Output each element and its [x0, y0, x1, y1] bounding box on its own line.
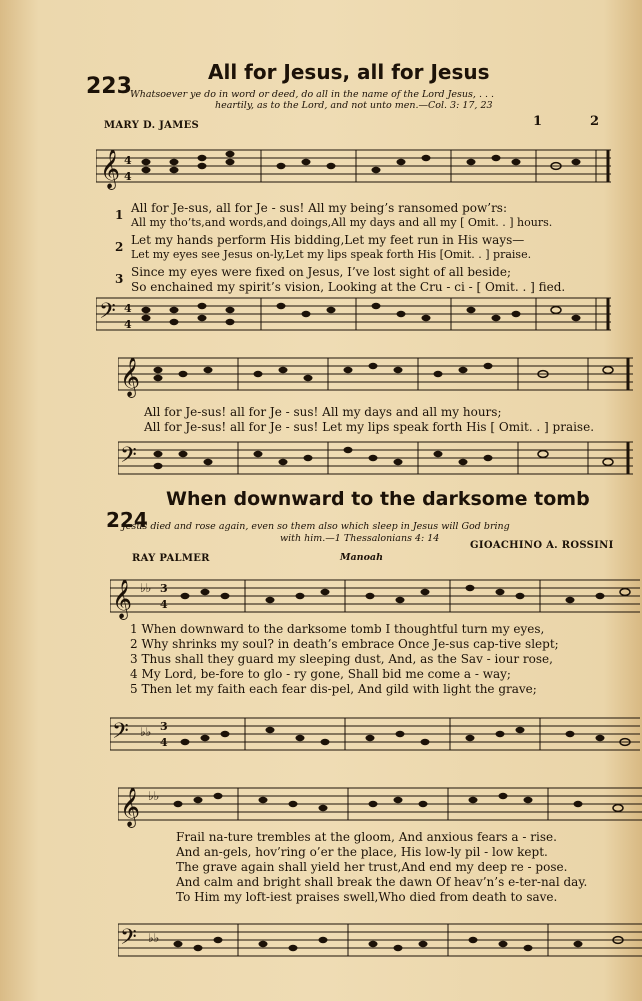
svg-text:3: 3	[160, 582, 168, 595]
verse-line: Let my hands perform His bidding,Let my feet run in His ways—	[131, 233, 525, 247]
svg-text:4: 4	[160, 736, 168, 749]
scripture-line-1: Whatsoever ye do in word or deed, do all in the name of the Lord Jesus, . . .	[130, 89, 495, 100]
svg-text:𝄞: 𝄞	[112, 579, 133, 619]
verse-line: All for Je-sus, all for Je - sus! All my being’s ransomed pow’rs:	[131, 201, 508, 215]
verse-line: 5 Then let my faith each fear dis-pel, And gild with light the grave;	[130, 682, 537, 696]
refrain-line: Frail na-ture trembles at the gloom, And anxious fears a - rise.	[176, 830, 557, 844]
verse-line: All my tho’ts,and words,and doings,All my days and all my [ Omit. . ] hours.	[131, 216, 553, 229]
scripture-line-1: Jesus died and rose again, even so them also which sleep in Jesus will God bring	[122, 521, 510, 532]
bass-staff-2	[118, 432, 638, 484]
svg-text:♭♭: ♭♭	[148, 789, 160, 803]
svg-text:♭♭: ♭♭	[140, 725, 152, 739]
verse-line: Since my eyes were fixed on Jesus, I’ve lost sight of all beside;	[131, 265, 511, 279]
hymn-number-223: 223	[86, 74, 132, 99]
hymn-title-223: All for Jesus, all for Jesus	[208, 60, 490, 84]
verse-line: 3 Thus shall they guard my sleeping dust, And, as the Sav - iour rose,	[130, 652, 553, 666]
verse-line: Let my eyes see Jesus on-ly,Let my lips speak forth His [Omit. . ] praise.	[131, 248, 532, 261]
svg-text:𝄞: 𝄞	[120, 787, 141, 827]
treble-staff-1	[96, 142, 616, 194]
svg-text:4: 4	[124, 170, 132, 183]
svg-text:4: 4	[124, 302, 132, 315]
first-ending-label: 1	[533, 114, 543, 129]
verse-number-1: 1	[115, 208, 124, 222]
svg-text:𝄢: 𝄢	[120, 925, 137, 955]
scripture-line-2: with him.—1 Thessalonians 4: 14	[280, 533, 440, 544]
bass-staff-1	[96, 290, 616, 342]
refrain-line: All for Je-sus! all for Je - sus! Let my lips speak forth His [ Omit. . ] praise.	[144, 420, 595, 434]
svg-text:𝄞: 𝄞	[120, 357, 141, 397]
svg-text:𝄞: 𝄞	[100, 149, 121, 189]
verse-line: 1 When downward to the darksome tomb I thoughtful turn my eyes,	[130, 622, 545, 636]
refrain-line: To Him my loft-iest praises swell,Who died from death to save.	[176, 890, 558, 904]
scripture-line-2: heartily, as to the Lord, and not unto men.—Col. 3: 17, 23	[215, 100, 493, 111]
svg-text:♭♭: ♭♭	[140, 581, 152, 595]
svg-text:4: 4	[160, 598, 168, 611]
verse-line: 2 Why shrinks my soul? in death’s embrace Once Je-sus cap-tive slept;	[130, 637, 559, 651]
svg-text:𝄢: 𝄢	[99, 299, 116, 329]
author-credit: MARY D. JAMES	[104, 120, 200, 131]
author-credit: RAY PALMER	[132, 553, 210, 564]
verse-number-3: 3	[115, 272, 124, 286]
refrain-line: All for Je-sus! all for Je - sus! All my days and all my hours;	[144, 405, 502, 419]
second-ending-label: 2	[590, 114, 600, 129]
treble-staff-3	[110, 570, 640, 622]
treble-staff-2	[118, 348, 638, 400]
refrain-line: The grave again shall yield her trust,And end my deep re - pose.	[176, 860, 568, 874]
refrain-line: And an-gels, hov’ring o’er the place, His low-ly pil - low kept.	[176, 845, 548, 859]
verse-line: So enchained my spirit’s vision, Looking at the Cru - ci - [ Omit. . ] fied.	[131, 280, 566, 294]
composer-credit: GIOACHINO A. ROSSINI	[470, 540, 614, 551]
treble-staff-4	[118, 778, 642, 830]
bass-staff-4	[118, 914, 642, 970]
tune-name: Manoah	[340, 552, 383, 563]
svg-text:𝄢: 𝄢	[120, 443, 137, 473]
bass-staff-3	[110, 708, 640, 760]
svg-text:3: 3	[160, 720, 168, 733]
refrain-line: And calm and bright shall break the dawn Of heav’n’s e-ter-nal day.	[176, 875, 588, 889]
hymn-title-224: When downward to the darksome tomb	[166, 488, 590, 510]
svg-text:♭♭: ♭♭	[148, 931, 160, 945]
hymn-number-224: 224	[106, 508, 148, 532]
svg-text:4: 4	[124, 318, 132, 331]
verse-number-2: 2	[115, 240, 124, 254]
verse-line: 4 My Lord, be-fore to glo - ry gone, Shall bid me come a - way;	[130, 667, 511, 681]
svg-text:𝄢: 𝄢	[112, 719, 129, 749]
svg-text:4: 4	[124, 154, 132, 167]
